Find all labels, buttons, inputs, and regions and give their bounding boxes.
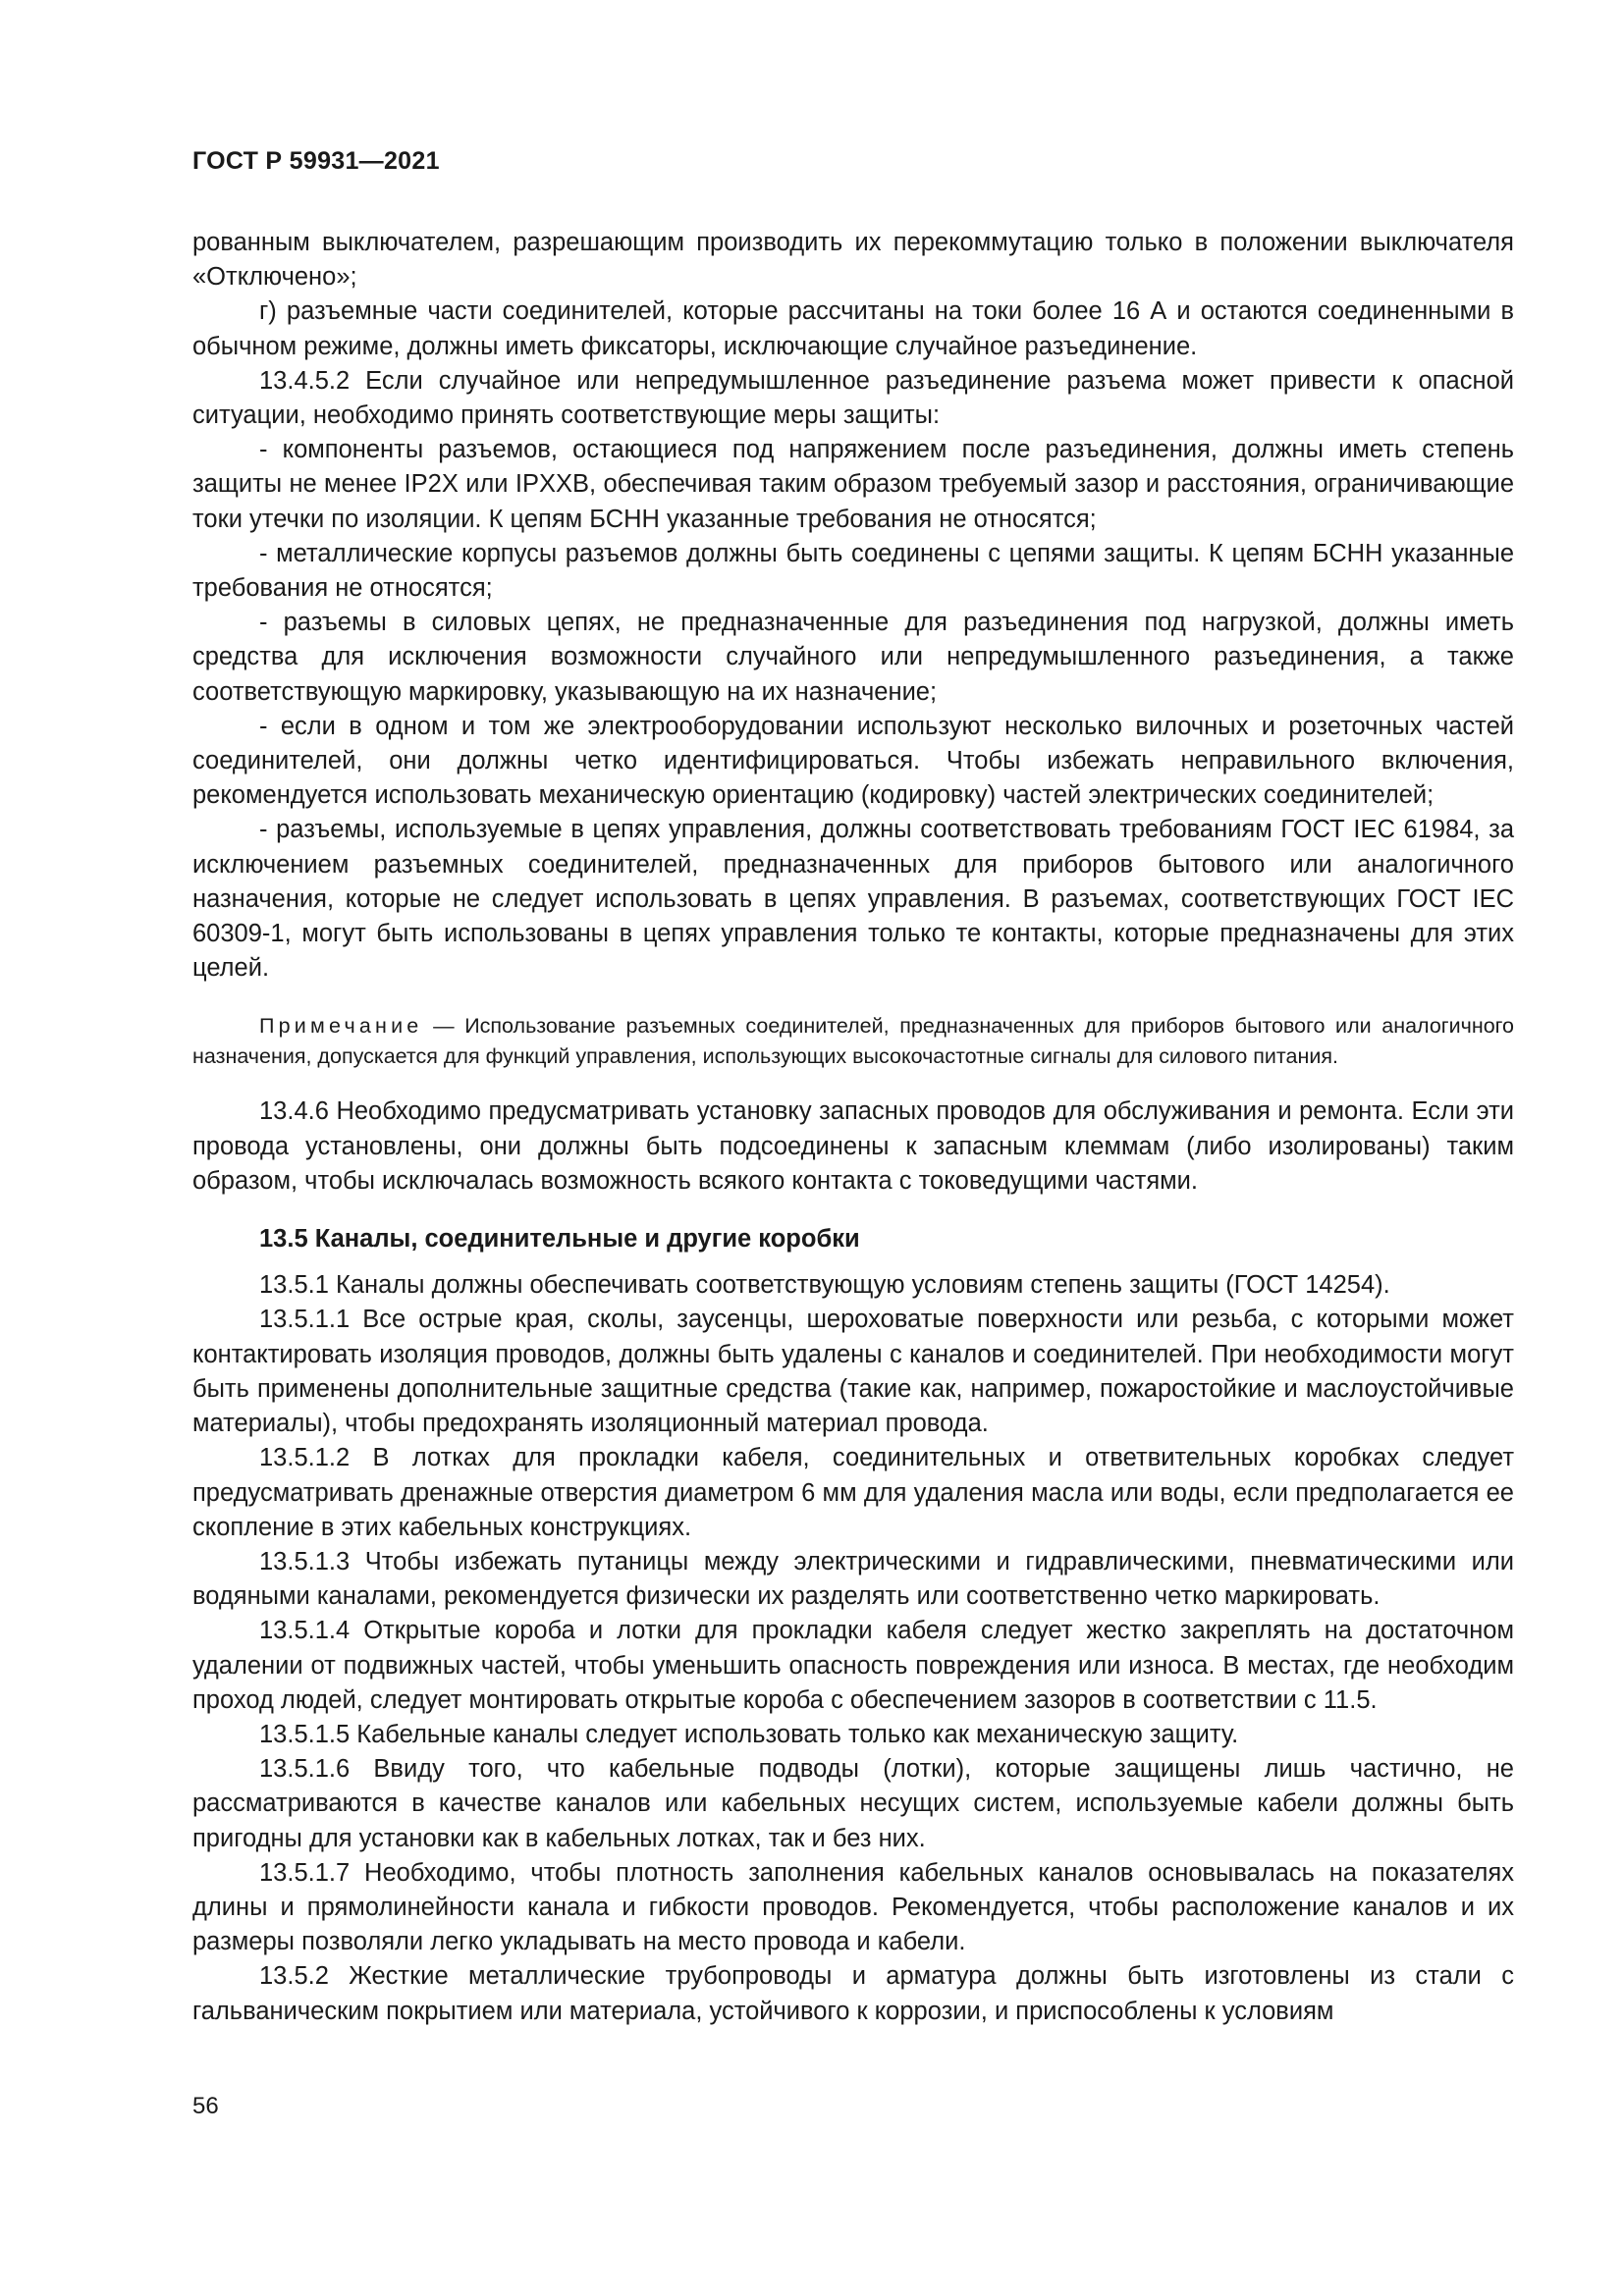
paragraph-13-5-1-2: 13.5.1.2 В лотках для прокладки кабеля, соединительных и ответвительных коробках следует предусматривать дренажные отверстия диаметром 6 мм для удаления масла или воды, если предполагается ее скопление в этих кабельных конструкциях. <box>192 1444 1514 1541</box>
document-header: ГОСТ Р 59931—2021 <box>192 147 440 175</box>
list-item-power-connectors: - разъемы в силовых цепях, не предназначенные для разъединения под нагрузкой, должны иметь средства для исключения возможности случайного или непредумышленного разъединения, а также соответствующую маркировку, указывающую на их назначение; <box>192 609 1514 706</box>
page-number: 56 <box>192 2093 219 2119</box>
paragraph-13-5-1-1: 13.5.1.1 Все острые края, сколы, заусенцы, шероховатые поверхности или резьба, с которыми может контактировать изоляция проводов, должны быть удалены с каналов и соединителей. При необходимости могут быть применены дополнительные защитные средства (такие как, например, пожаростойкие и маслоустойчивые материалы), чтобы предохранять изоляционный материал провода. <box>192 1306 1514 1438</box>
paragraph-13-5-1: 13.5.1 Каналы должны обеспечивать соответствующую условиям степень защиты (ГОСТ 14254). <box>259 1271 1390 1300</box>
note-text: — Использование разъемных соединителей, предназначенных для приборов бытового или аналогичного назначения, допускается для функций управления, использующих высокочастотные сигналы для силового питания. <box>192 1014 1514 1068</box>
list-item-metal-housings: - металлические корпусы разъемов должны быть соединены с цепями защиты. К цепям БСНН указанные требования не относятся; <box>192 539 1514 603</box>
section-heading-13-5: 13.5 Каналы, соединительные и другие коробки <box>259 1225 860 1254</box>
list-item-plug-sockets: - если в одном и том же электрооборудовании используют несколько вилочных и розеточных частей соединителей, они должны четко идентифицироваться. Чтобы избежать неправильного включения, рекомендуется использовать механическую ориентацию (кодировку) частей электрических соединителей; <box>192 712 1514 810</box>
paragraph-13-4-5-2: 13.4.5.2 Если случайное или непредумышленное разъединение разъема может привести к опасной ситуации, необходимо принять соответствующие меры защиты: <box>192 366 1514 430</box>
paragraph-13-5-1-6: 13.5.1.6 Ввиду того, что кабельные подводы (лотки), которые защищены лишь частично, не рассматриваются в качестве каналов или кабельных несущих систем, используемые кабели должны быть пригодны для установки как в кабельных лотках, так и без них. <box>192 1755 1514 1852</box>
note-label: Примечание <box>259 1014 423 1039</box>
paragraph-13-5-1-5: 13.5.1.5 Кабельные каналы следует использовать только как механическую защиту. <box>259 1720 1239 1748</box>
paragraph-13-5-2: 13.5.2 Жесткие металлические трубопроводы и арматура должны быть изготовлены из стали с гальваническим покрытием или материала, устойчивого к коррозии, и приспособлены к условиям <box>192 1962 1514 2025</box>
paragraph-item-g: г) разъемные части соединителей, которые рассчитаны на токи более 16 А и остаются соединенными в обычном режиме, должны иметь фиксаторы, исключающие случайное разъединение. <box>192 297 1514 360</box>
paragraph-13-5-1-4: 13.5.1.4 Открытые короба и лотки для прокладки кабеля следует жестко закреплять на достаточном удалении от подвижных частей, чтобы уменьшить опасность повреждения или износа. В местах, где необходим проход людей, следует монтировать открытые короба с обеспечением зазоров в соответствии с 11.5. <box>192 1617 1514 1714</box>
list-item-components: - компоненты разъемов, остающиеся под напряжением после разъединения, должны иметь степень защиты не менее IP2X или IPXXB, обеспечивая таким образом требуемый зазор и расстояния, ограничивающие токи утечки по изоляции. К цепям БСНН указанные требования не относятся; <box>192 436 1514 533</box>
paragraph-13-5-1-3: 13.5.1.3 Чтобы избежать путаницы между электрическими и гидравлическими, пневматическими или водяными каналами, рекомендуется физически их разделять или соответственно четко маркировать. <box>192 1547 1514 1611</box>
paragraph-continuation: рованным выключателем, разрешающим производить их перекоммутацию только в положении выключателя «Отключено»; <box>192 229 1514 292</box>
paragraph-13-5-1-7: 13.5.1.7 Необходимо, чтобы плотность заполнения кабельных каналов основывалась на показателях длины и прямолинейности канала и гибкости проводов. Рекомендуется, чтобы расположение каналов и их размеры позволяли легко укладывать на место провода и кабели. <box>192 1858 1514 1956</box>
document-body <box>192 226 1514 2029</box>
list-item-control-connectors: - разъемы, используемые в цепях управления, должны соответствовать требованиям ГОСТ IEC 61984, за исключением разъемных соединителей, предназначенных для приборов бытового или аналогичного назначения, которые не следует использовать в цепях управления. В разъемах, соответствующих ГОСТ IEC 60309-1, могут быть использованы в цепях управления только те контакты, которые предназначены для этих целей. <box>192 816 1514 983</box>
note-block <box>192 1011 1514 1071</box>
paragraph-13-4-6: 13.4.6 Необходимо предусматривать установку запасных проводов для обслуживания и ремонта. Если эти провода установлены, они должны быть подсоединены к запасным клеммам (либо изолированы) таким образом, чтобы исключалась возможность всякого контакта с токоведущими частями. <box>192 1097 1514 1195</box>
